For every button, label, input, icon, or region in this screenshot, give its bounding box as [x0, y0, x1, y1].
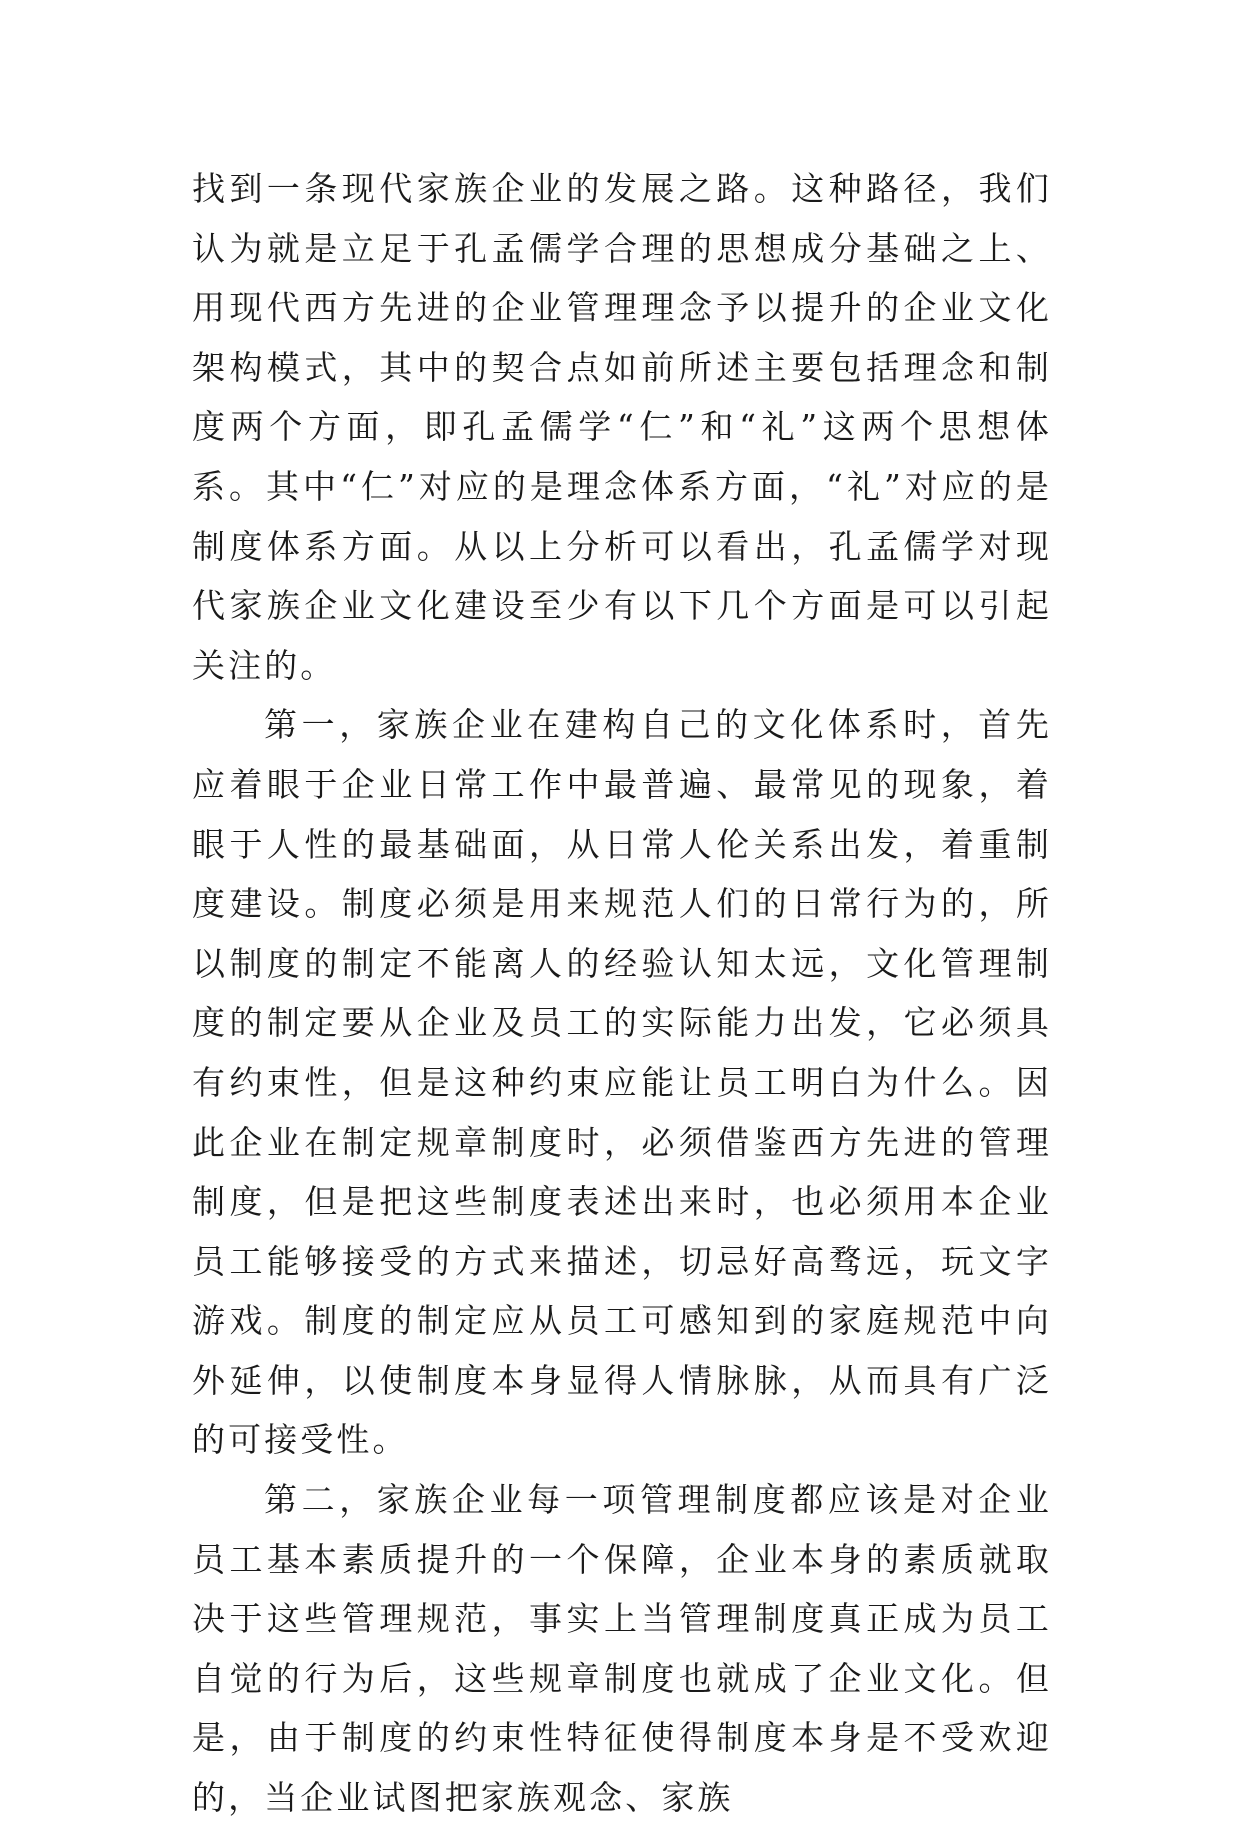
paragraph-second-point: 第二，家族企业每一项管理制度都应该是对企业员工基本素质提升的一个保障，企业本身的素质就取决于这些管理规范，事实上当管理制度真正成为员工自觉的行为后，这些规章制度也就成了企业文化。但是，由于制度的约束性特征使得制度本身是不受欢迎的，当企业试图把家族观念、家族	[192, 1480, 1052, 1818]
paragraph-first-point: 第一，家族企业在建构自己的文化体系时，首先应着眼于企业日常工作中最普遍、最常见的现象，着眼于人性的最基础面，从日常人伦关系出发，着重制度建设。制度必须是用来规范人们的日常行为的，所以制度的制定不能离人的经验认知太远，文化管理制度的制定要从企业及员工的实际能力出发，它必须具有约束性，但是这种约束应能让员工明白为什么。因此企业在制定规章制度时，必须借鉴西方先进的管理制度，但是把这些制度表述出来时，也必须用本企业员工能够接受的方式来描述，切忌好高骛远，玩文字游戏。制度的制定应从员工可感知到的家庭规范中向外延伸，以使制度本身显得人情脉脉，从而具有广泛的可接受性。	[192, 705, 1052, 1460]
paragraph-continuation: 找到一条现代家族企业的发展之路。这种路径，我们认为就是立足于孔孟儒学合理的思想成分基础之上、用现代西方先进的企业管理理念予以提升的企业文化架构模式，其中的契合点如前所述主要包括理念和制度两个方面，即孔孟儒学“仁”和“礼”这两个思想体系。其中“仁”对应的是理念体系方面，“礼”对应的是制度体系方面。从以上分析可以看出，孔孟儒学对现代家族企业文化建设至少有以下几个方面是可以引起关注的。	[192, 169, 1052, 685]
body-text	[192, 159, 1052, 1828]
